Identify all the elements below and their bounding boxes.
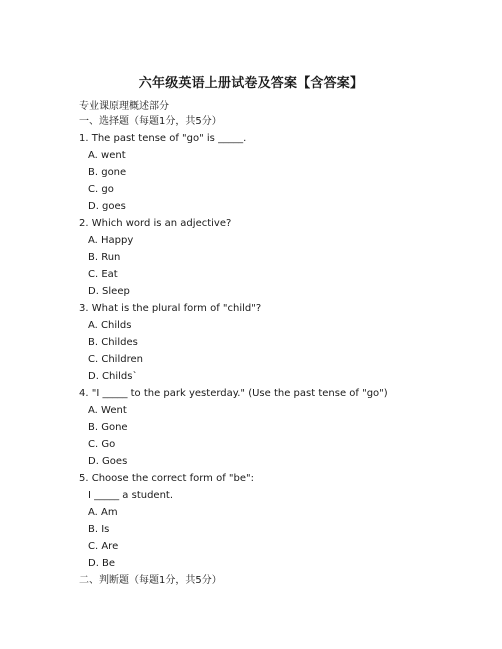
question-1-option-d: D. goes (88, 201, 126, 212)
question-2-option-b: B. Run (88, 252, 121, 263)
question-2-option-d: D. Sleep (88, 286, 130, 297)
question-4-option-d: D. Goes (88, 456, 128, 467)
question-4-option-a: A. Went (88, 405, 127, 416)
question-3-option-c: C. Children (88, 354, 143, 365)
question-1-option-b: B. gone (88, 167, 127, 178)
question-5-sentence: I _____ a student. (88, 490, 174, 501)
page-title: 六年级英语上册试卷及答案【含答案】 (138, 76, 364, 91)
question-4-stem: 4. "I _____ to the park yesterday." (Use the past tense of "go") (79, 388, 388, 399)
question-2-option-c: C. Eat (88, 269, 118, 280)
question-1-option-a: A. went (88, 150, 126, 161)
question-3-stem: 3. What is the plural form of "child"? (79, 303, 262, 314)
question-5-option-d: D. Be (88, 558, 116, 569)
question-3-option-d: D. Childs` (88, 371, 138, 382)
question-4-option-c: C. Go (88, 439, 116, 450)
question-5-stem: 5. Choose the correct form of "be": (79, 473, 254, 484)
page-subtitle: 专业课原理概述部分 (79, 101, 169, 112)
question-5-option-b: B. Is (88, 524, 110, 535)
section-heading-choice: 一、选择题（每题1分，共5分） (79, 116, 222, 127)
question-list (79, 113, 482, 589)
question-1-option-c: C. go (88, 184, 114, 195)
question-3-option-b: B. Childes (88, 337, 138, 348)
question-5-option-a: A. Am (88, 507, 118, 518)
section-heading-judgement: 二、判断题（每题1分，共5分） (79, 575, 222, 586)
question-4-option-b: B. Gone (88, 422, 128, 433)
question-5-option-c: C. Are (88, 541, 119, 552)
question-3-option-a: A. Childs (88, 320, 132, 331)
question-2-option-a: A. Happy (88, 235, 134, 246)
question-2-stem: 2. Which word is an adjective? (79, 218, 232, 229)
question-1-stem: 1. The past tense of "go" is _____. (79, 133, 247, 144)
